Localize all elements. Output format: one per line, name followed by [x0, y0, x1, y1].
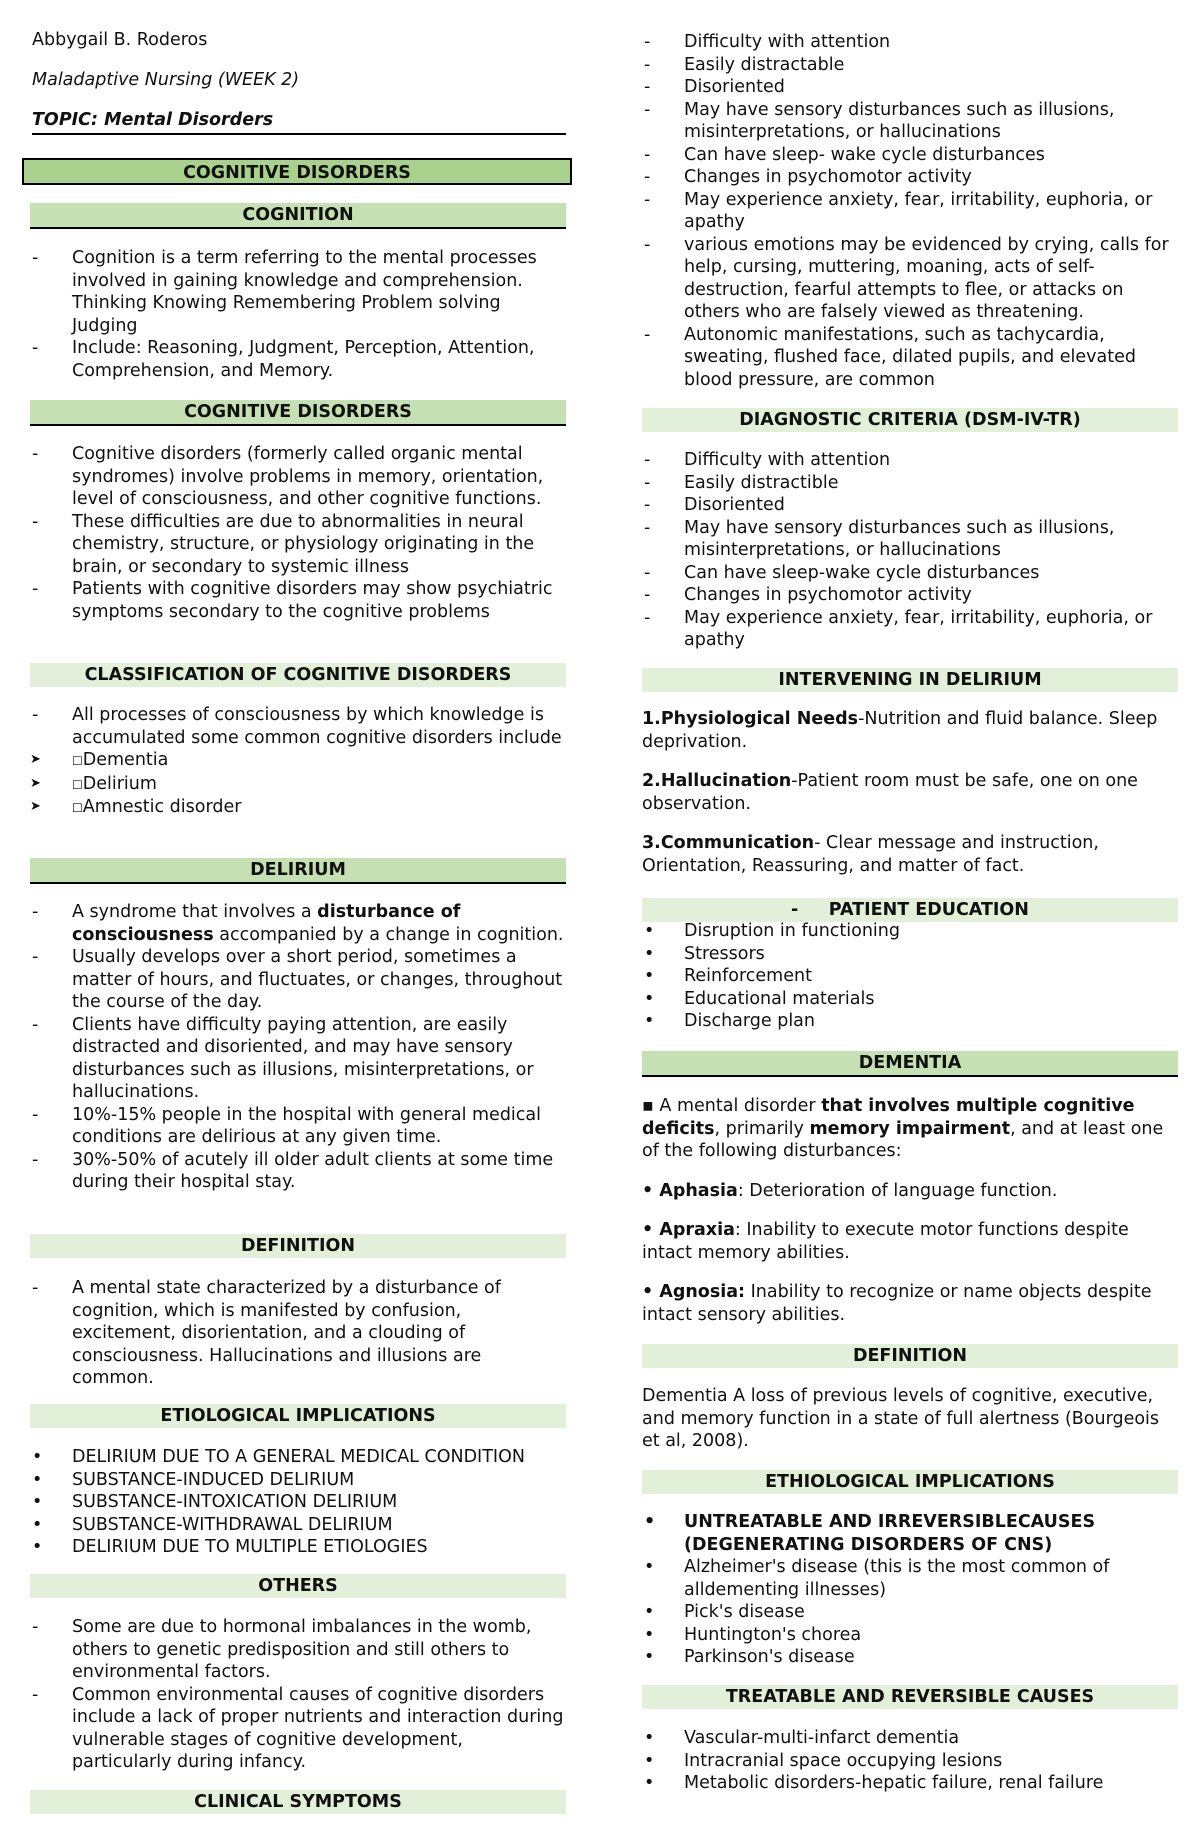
- list-item: - May experience anxiety, fear, irritability, euphoria, or apathy: [642, 607, 1178, 652]
- list-item: - Clients have difficulty paying attention, are easily distracted and disoriented, and may have sensory disturbances such as illusions, misinterpretations, or hallucinations.: [30, 1014, 566, 1104]
- list-item: - Changes in psychomotor activity: [642, 584, 1178, 607]
- list-item: • Reinforcement: [642, 965, 1178, 988]
- list-item: • Parkinson's disease: [642, 1646, 1178, 1669]
- clinical-symptoms-list: [642, 31, 1178, 391]
- list-item-delirium: ➤ ☐Delirium: [30, 773, 566, 797]
- list-item: • DELIRIUM DUE TO MULTIPLE ETIOLOGIES: [30, 1536, 566, 1559]
- heading-cognitive-disorders: COGNITIVE DISORDERS: [30, 400, 566, 426]
- heading-others: OTHERS: [30, 1574, 566, 1598]
- heading-delirium: DELIRIUM: [30, 858, 566, 884]
- list-item: - Difficulty with attention: [642, 31, 1178, 54]
- list-item: - These difficulties are due to abnormalities in neural chemistry, structure, or physiology originating in the brain, or secondary to systemic illness: [30, 511, 566, 579]
- ethiological-list: [642, 1511, 1178, 1669]
- dementia-definition-text: Dementia A loss of previous levels of cognitive, executive, and memory function in a state of full alertness (Bourgeois et al, 2008).: [642, 1386, 1160, 1451]
- checkbox-icon: ☐: [72, 777, 83, 792]
- topic-title: TOPIC: Mental Disorders: [32, 110, 566, 135]
- definition-list: [30, 1277, 566, 1390]
- heading-patient-education: - PATIENT EDUCATION: [642, 898, 1178, 922]
- intervention-physiological: 1.Physiological Needs-Nutrition and fluid balance. Sleep deprivation.: [642, 709, 1158, 752]
- list-item: - Include: Reasoning, Judgment, Perception, Attention, Comprehension, and Memory.: [30, 337, 566, 382]
- intervening-paragraphs: [642, 708, 1178, 877]
- heading-dementia: DEMENTIA: [642, 1051, 1178, 1077]
- list-item: - Can have sleep-wake cycle disturbances: [642, 562, 1178, 585]
- list-item: - Cognitive disorders (formerly called organic mental syndromes) involve problems in memory, orientation, level of consciousness, and other cognitive functions.: [30, 443, 566, 511]
- dementia-content: [642, 1095, 1178, 1326]
- heading-dementia-definition: DEFINITION: [642, 1344, 1178, 1368]
- main-heading: COGNITIVE DISORDERS: [22, 158, 572, 185]
- list-item: • Disruption in functioning: [642, 920, 1178, 943]
- list-item: - Usually develops over a short period, sometimes a matter of hours, and fluctuates, or changes, throughout the course of the day.: [30, 946, 566, 1014]
- list-item: - A mental state characterized by a disturbance of cognition, which is manifested by confusion, excitement, disorientation, and a clouding of consciousness. Hallucinations and illusions are common.: [30, 1277, 566, 1390]
- list-item: • Huntington's chorea: [642, 1624, 1178, 1647]
- list-item: - 30%-50% of acutely ill older adult clients at some time during their hospital stay.: [30, 1149, 566, 1194]
- checkbox-icon: ☐: [72, 801, 83, 815]
- list-item: - Disoriented: [642, 76, 1178, 99]
- list-item: • SUBSTANCE-INTOXICATION DELIRIUM: [30, 1491, 566, 1514]
- list-item: - A syndrome that involves a disturbance of consciousness accompanied by a change in cognition.: [30, 901, 566, 946]
- list-item: - Autonomic manifestations, such as tachycardia, sweating, flushed face, dilated pupils, and elevated blood pressure, are common: [642, 324, 1178, 392]
- dementia-aphasia: • Aphasia: Deterioration of language function.: [642, 1180, 1058, 1201]
- dementia-intro: ▪ A mental disorder that involves multiple cognitive deficits, primarily memory impairment, and at least one of the following disturbances:: [642, 1096, 1164, 1161]
- list-item: • Vascular-multi-infarct dementia: [642, 1727, 1178, 1750]
- list-item: • Metabolic disorders-hepatic failure, renal failure: [642, 1772, 1178, 1795]
- list-item: • Educational materials: [642, 988, 1178, 1011]
- patient-education-list: [642, 920, 1178, 1033]
- heading-ethiological: ETHIOLOGICAL IMPLICATIONS: [642, 1470, 1178, 1494]
- list-item: - Changes in psychomotor activity: [642, 166, 1178, 189]
- list-item: - May have sensory disturbances such as illusions, misinterpretations, or hallucinations: [642, 517, 1178, 562]
- list-item-dementia: ➤ ☐Dementia: [30, 749, 566, 773]
- heading-cognition: COGNITION: [30, 203, 566, 229]
- list-item: - Difficulty with attention: [642, 449, 1178, 472]
- dementia-agnosia: • Agnosia: Inability to recognize or name objects despite intact sensory abilities.: [642, 1282, 1152, 1325]
- list-item: • DELIRIUM DUE TO A GENERAL MEDICAL CONDITION: [30, 1446, 566, 1469]
- intervention-communication: 3.Communication- Clear message and instruction, Orientation, Reassuring, and matter of fact.: [642, 833, 1099, 876]
- course-title: Maladaptive Nursing (WEEK 2): [32, 70, 300, 90]
- delirium-list: [30, 901, 566, 1194]
- heading-treatable: TREATABLE AND REVERSIBLE CAUSES: [642, 1685, 1178, 1709]
- list-item: - Easily distractible: [642, 472, 1178, 495]
- author-name: Abbygail B. Roderos: [32, 30, 208, 50]
- heading-intervening: INTERVENING IN DELIRIUM: [642, 668, 1178, 692]
- list-item: • SUBSTANCE-WITHDRAWAL DELIRIUM: [30, 1514, 566, 1537]
- list-item-amnestic: ➤ ☐Amnestic disorder: [30, 796, 566, 820]
- intervention-hallucination: 2.Hallucination-Patient room must be safe, one on one observation.: [642, 771, 1138, 814]
- etiological-list: [30, 1446, 566, 1559]
- list-item: - Common environmental causes of cognitive disorders include a lack of proper nutrients and interaction during vulnerable stages of cognitive development, particularly during infancy.: [30, 1684, 566, 1774]
- list-item: - various emotions may be evidenced by crying, calls for help, cursing, muttering, moaning, acts of self-destruction, fearful attempts to flee, or attacks on others who are falsely viewed as threatening.: [642, 234, 1178, 324]
- diagnostic-list: [642, 449, 1178, 652]
- list-item: • Intracranial space occupying lesions: [642, 1750, 1178, 1773]
- treatable-list: [642, 1727, 1178, 1795]
- heading-classification: CLASSIFICATION OF COGNITIVE DISORDERS: [30, 663, 566, 687]
- list-item: • Discharge plan: [642, 1010, 1178, 1033]
- list-item: - Cognition is a term referring to the mental processes involved in gaining knowledge and comprehension. Thinking Knowing Remembering Problem solving Judging: [30, 247, 566, 337]
- list-item: - All processes of consciousness by which knowledge is accumulated some common cognitive disorders include: [30, 704, 566, 749]
- list-item: - Easily distractable: [642, 54, 1178, 77]
- list-item: - 10%-15% people in the hospital with general medical conditions are delirious at any given time.: [30, 1104, 566, 1149]
- list-item: - Disoriented: [642, 494, 1178, 517]
- dementia-apraxia: • Apraxia: Inability to execute motor functions despite intact memory abilities.: [642, 1220, 1129, 1263]
- list-item: • Stressors: [642, 943, 1178, 966]
- list-item: - Patients with cognitive disorders may show psychiatric symptoms secondary to the cognitive problems: [30, 578, 566, 623]
- list-item: - Some are due to hormonal imbalances in the womb, others to genetic predisposition and still others to environmental factors.: [30, 1616, 566, 1684]
- others-list: [30, 1616, 566, 1774]
- list-item: • UNTREATABLE AND IRREVERSIBLECAUSES (DEGENERATING DISORDERS OF CNS): [642, 1511, 1178, 1556]
- list-item: • SUBSTANCE-INDUCED DELIRIUM: [30, 1469, 566, 1492]
- list-item: - Can have sleep- wake cycle disturbances: [642, 144, 1178, 167]
- list-item: - May have sensory disturbances such as illusions, misinterpretations, or hallucinations: [642, 99, 1178, 144]
- heading-diagnostic-criteria: DIAGNOSTIC CRITERIA (DSM-IV-TR): [642, 408, 1178, 432]
- list-item: • Alzheimer's disease (this is the most common of alldementing illnesses): [642, 1556, 1178, 1601]
- heading-etiological: ETIOLOGICAL IMPLICATIONS: [30, 1404, 566, 1428]
- cognition-list: [30, 247, 566, 382]
- list-item: • Pick's disease: [642, 1601, 1178, 1624]
- heading-clinical-symptoms: CLINICAL SYMPTOMS: [30, 1790, 566, 1814]
- list-item: - May experience anxiety, fear, irritability, euphoria, or apathy: [642, 189, 1178, 234]
- heading-definition: DEFINITION: [30, 1234, 566, 1258]
- cognitive-disorders-list: [30, 443, 566, 623]
- checkbox-icon: ☐: [72, 754, 83, 768]
- classification-list: [30, 704, 566, 820]
